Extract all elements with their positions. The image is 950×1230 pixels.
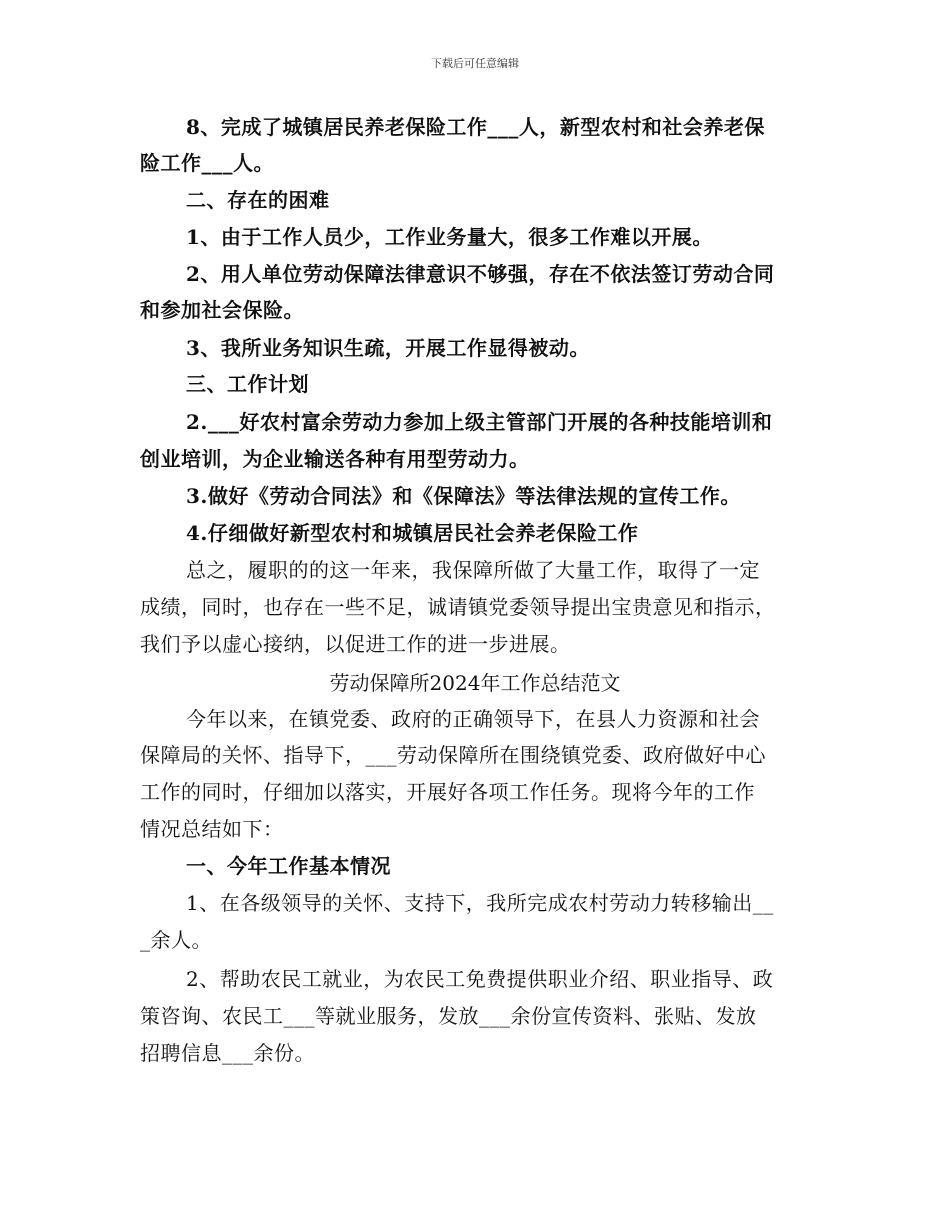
paragraph-line: 成绩，同时，也存在一些不足，诚请镇党委领导提出宝贵意见和指示， — [140, 595, 776, 619]
section-heading: 三、工作计划 — [186, 372, 309, 396]
paragraph-line: 今年以来，在镇党委、政府的正确领导下，在县人力资源和社会 — [186, 707, 760, 731]
paragraph-line: 3、我所业务知识生疏，开展工作显得被动。 — [186, 336, 590, 360]
paragraph-line: 工作的同时，仔细加以落实，开展好各项工作任务。现将今年的工作 — [140, 780, 755, 804]
paragraph-line: 2.___好农村富余劳动力参加上级主管部门开展的各种技能培训和 — [186, 410, 773, 434]
paragraph-line: 我们予以虚心接纳，以促进工作的进一步进展。 — [140, 632, 571, 656]
paragraph-line: 创业培训，为企业输送各种有用型劳动力。 — [140, 447, 530, 471]
paragraph-line: 1、在各级领导的关怀、支持下，我所完成农村劳动力转移输出__ — [186, 891, 774, 915]
paragraph-line: 1、由于工作人员少，工作业务量大，很多工作难以开展。 — [186, 225, 713, 249]
paragraph-line: 情况总结如下： — [140, 817, 284, 841]
paragraph-line: 3.做好《劳动合同法》和《保障法》等法律法规的宣传工作。 — [186, 484, 741, 508]
document-title: 劳动保障所2024年工作总结范文 — [329, 671, 621, 695]
paragraph-line: 8、完成了城镇居民养老保险工作___人，新型农村和社会养老保 — [186, 115, 765, 139]
paragraph-line: 策咨询、农民工___等就业服务，发放___余份宣传资料、张贴、发放 — [140, 1004, 757, 1028]
paragraph-line: 险工作___人。 — [140, 151, 274, 175]
paragraph-line: 总之，履职的的这一年来，我保障所做了大量工作，取得了一定 — [186, 558, 760, 582]
paragraph-line: _余人。 — [140, 928, 212, 952]
paragraph-line: 2、用人单位劳动保障法律意识不够强，存在不依法签订劳动合同 — [186, 262, 775, 286]
page-header: 下载后可任意编辑 — [431, 57, 519, 70]
paragraph-line: 招聘信息___余份。 — [140, 1041, 315, 1065]
paragraph-line: 和参加社会保险。 — [140, 298, 304, 322]
section-heading: 一、今年工作基本情况 — [186, 854, 391, 878]
paragraph-line: 4.仔细做好新型农村和城镇居民社会养老保险工作 — [186, 521, 639, 545]
paragraph-line: 2、帮助农民工就业，为农民工免费提供职业介绍、职业指导、政 — [186, 967, 774, 991]
section-heading: 二、存在的困难 — [186, 188, 330, 212]
paragraph-line: 保障局的关怀、指导下，___劳动保障所在围绕镇党委、政府做好中心 — [140, 743, 766, 767]
